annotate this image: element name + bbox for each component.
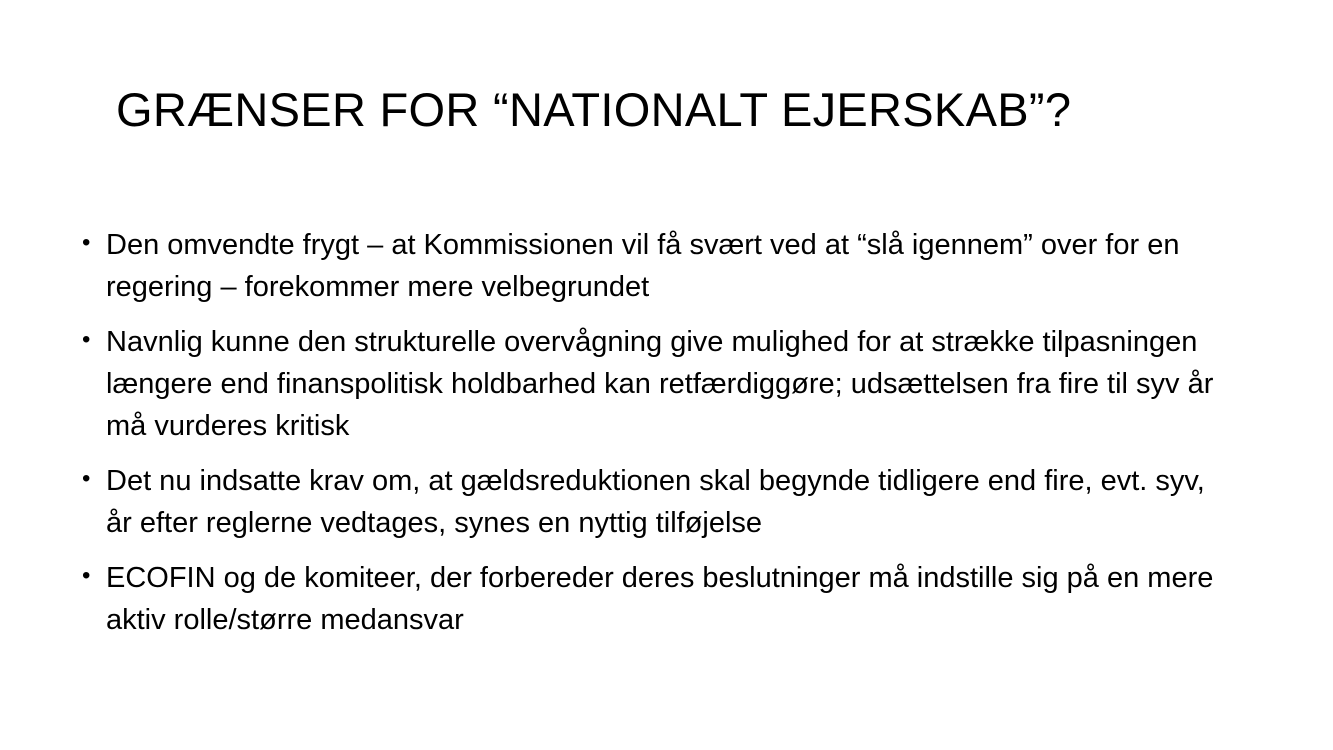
bullet-text: Den omvendte frygt – at Kommissionen vil få svært ved at “slå igennem” over for en regering – forekommer mere velbegrundet	[106, 229, 1180, 303]
bullet-item	[80, 321, 1230, 447]
bullet-point-icon: •	[82, 326, 91, 353]
slide-title: GRÆNSER FOR “NATIONALT EJERSKAB”?	[116, 83, 1072, 136]
bullet-text: Navnlig kunne den strukturelle overvågning give mulighed for at strække tilpasningen længere end finanspolitisk holdbarhed kan retfærdiggøre; udsættelsen fra fire til syv år må vurderes kritisk	[106, 326, 1214, 442]
bullet-item	[80, 460, 1230, 544]
bullet-point-icon: •	[82, 229, 91, 256]
bullet-list	[80, 224, 1230, 654]
bullet-point-icon: •	[82, 465, 91, 492]
bullet-point-icon: •	[82, 562, 91, 589]
bullet-item	[80, 224, 1230, 308]
bullet-item	[80, 557, 1230, 641]
bullet-text: ECOFIN og de komiteer, der forbereder deres beslutninger må indstille sig på en mere aktiv rolle/større medansvar	[106, 562, 1214, 636]
bullet-text: Det nu indsatte krav om, at gældsreduktionen skal begynde tidligere end fire, evt. syv, år efter reglerne vedtages, synes en nyttig tilføjelse	[106, 465, 1205, 539]
